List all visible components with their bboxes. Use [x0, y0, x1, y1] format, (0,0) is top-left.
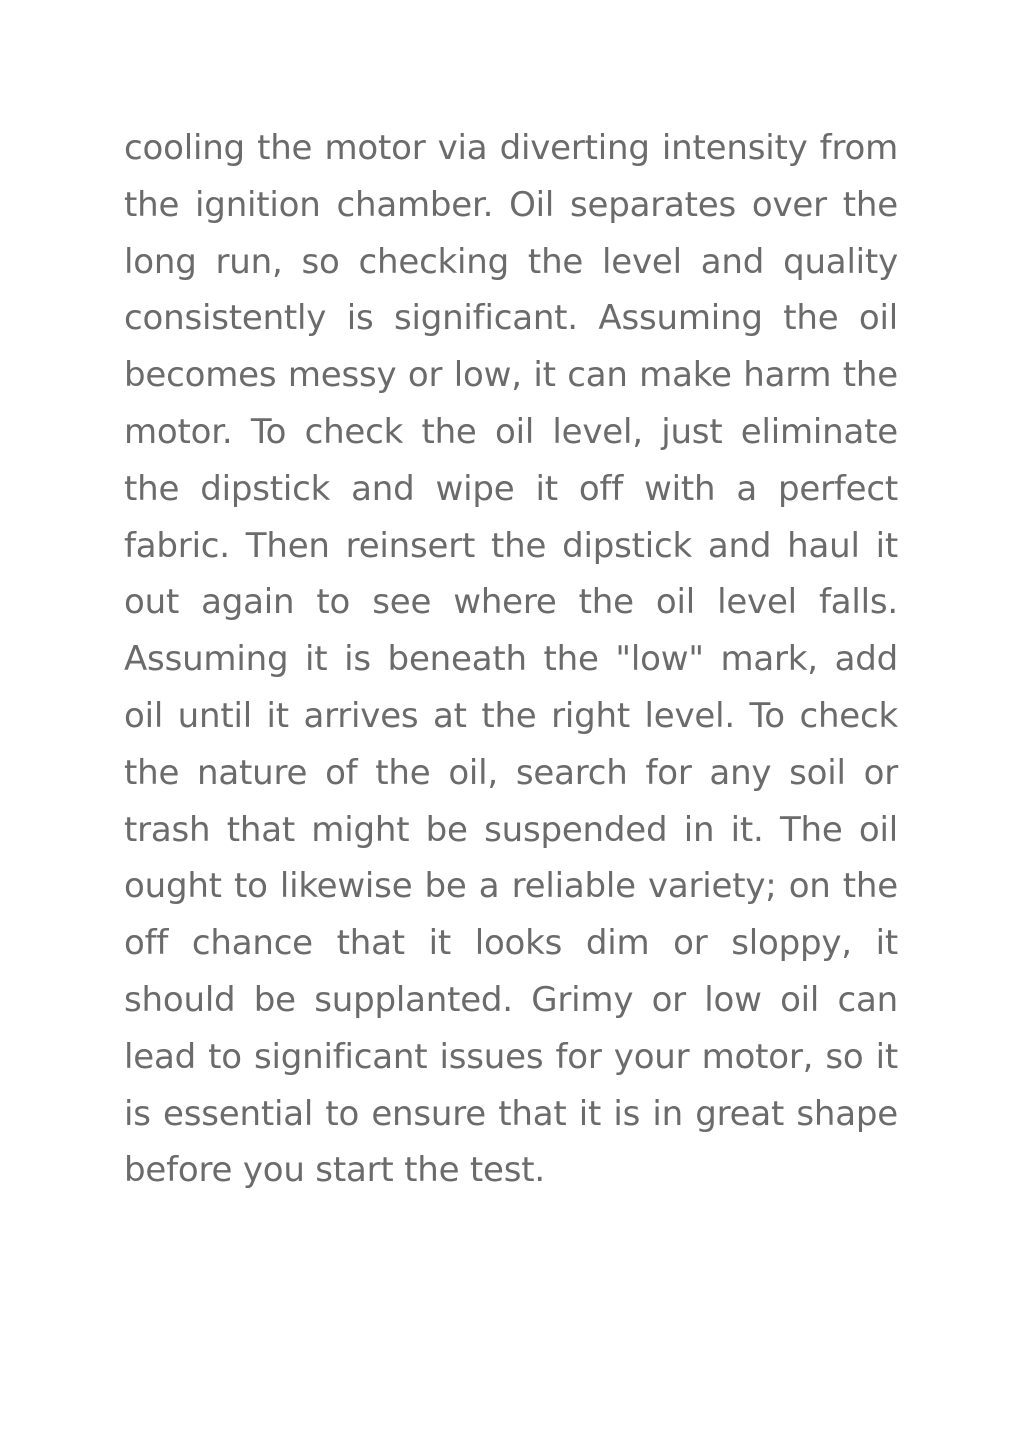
- body-paragraph: cooling the motor via diverting intensity from the ignition chamber. Oil separates over the long run, so checking the level and quality consistently is significant. Assuming the oil becomes messy or low, it can make harm the motor. To check the oil level, just eliminate the dipstick and wipe it off with a perfect fabric. Then reinsert the dipstick and haul it out again to see where the oil level falls. Assuming it is beneath the "low" mark, add oil until it arrives at the right level. To check the nature of the oil, search for any soil or trash that might be suspended in it. The oil ought to likewise be a reliable variety; on the off chance that it looks dim or sloppy, it should be supplanted. Grimy or low oil can lead to significant issues for your motor, so it is essential to ensure that it is in great shape before you start the test.: [124, 128, 898, 1191]
